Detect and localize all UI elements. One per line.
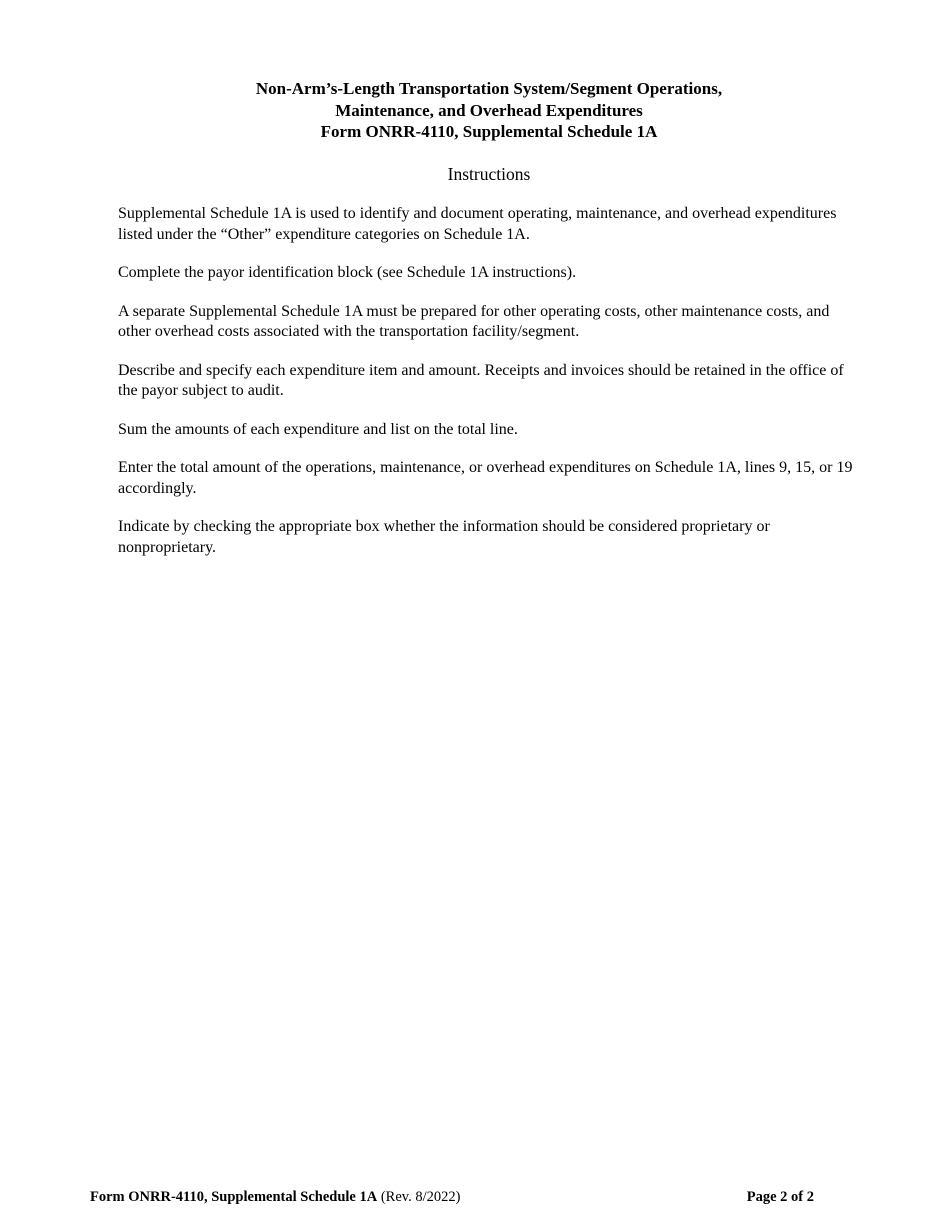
document-title — [0, 78, 950, 143]
instruction-paragraph-sum-amounts: Sum the amounts of each expenditure and list on the total line. — [118, 420, 518, 438]
footer-revision: (Rev. 8/2022) — [377, 1189, 461, 1205]
instruction-paragraph-separate-schedule: A separate Supplemental Schedule 1A must be prepared for other operating costs, other maintenance costs, and other overhead costs associated with the transportation facility/segment. — [118, 302, 830, 340]
footer-form-identifier — [90, 1188, 460, 1206]
footer-page-number: Page 2 of 2 — [746, 1189, 814, 1205]
instruction-paragraph-enter-total: Enter the total amount of the operations, maintenance, or overhead expenditures on Schedule 1A, lines 9, 15, or 19 accordingly. — [118, 459, 853, 497]
instructions-body — [118, 204, 858, 576]
instruction-paragraph-payor-block: Complete the payor identification block (see Schedule 1A instructions). — [118, 264, 577, 281]
instruction-paragraph-describe-items: Describe and specify each expenditure item and amount. Receipts and invoices should be retained in the office of the payor subject to audit. — [118, 361, 844, 399]
instruction-paragraph-purpose: Supplemental Schedule 1A is used to identify and document operating, maintenance, and overhead expenditures listed under the “Other” expenditure categories on Schedule 1A. — [118, 205, 837, 243]
title-line-3: Form ONRR-4110, Supplemental Schedule 1A — [320, 122, 658, 141]
title-line-1: Non-Arm’s-Length Transportation System/Segment Operations, — [255, 79, 723, 98]
instruction-paragraph-proprietary: Indicate by checking the appropriate box whether the information should be considered proprietary or nonproprietary. — [118, 518, 770, 556]
footer-form-name: Form ONRR-4110, Supplemental Schedule 1A — [90, 1189, 378, 1205]
instructions-heading: Instructions — [447, 164, 531, 184]
title-line-2: Maintenance, and Overhead Expenditures — [335, 100, 643, 120]
